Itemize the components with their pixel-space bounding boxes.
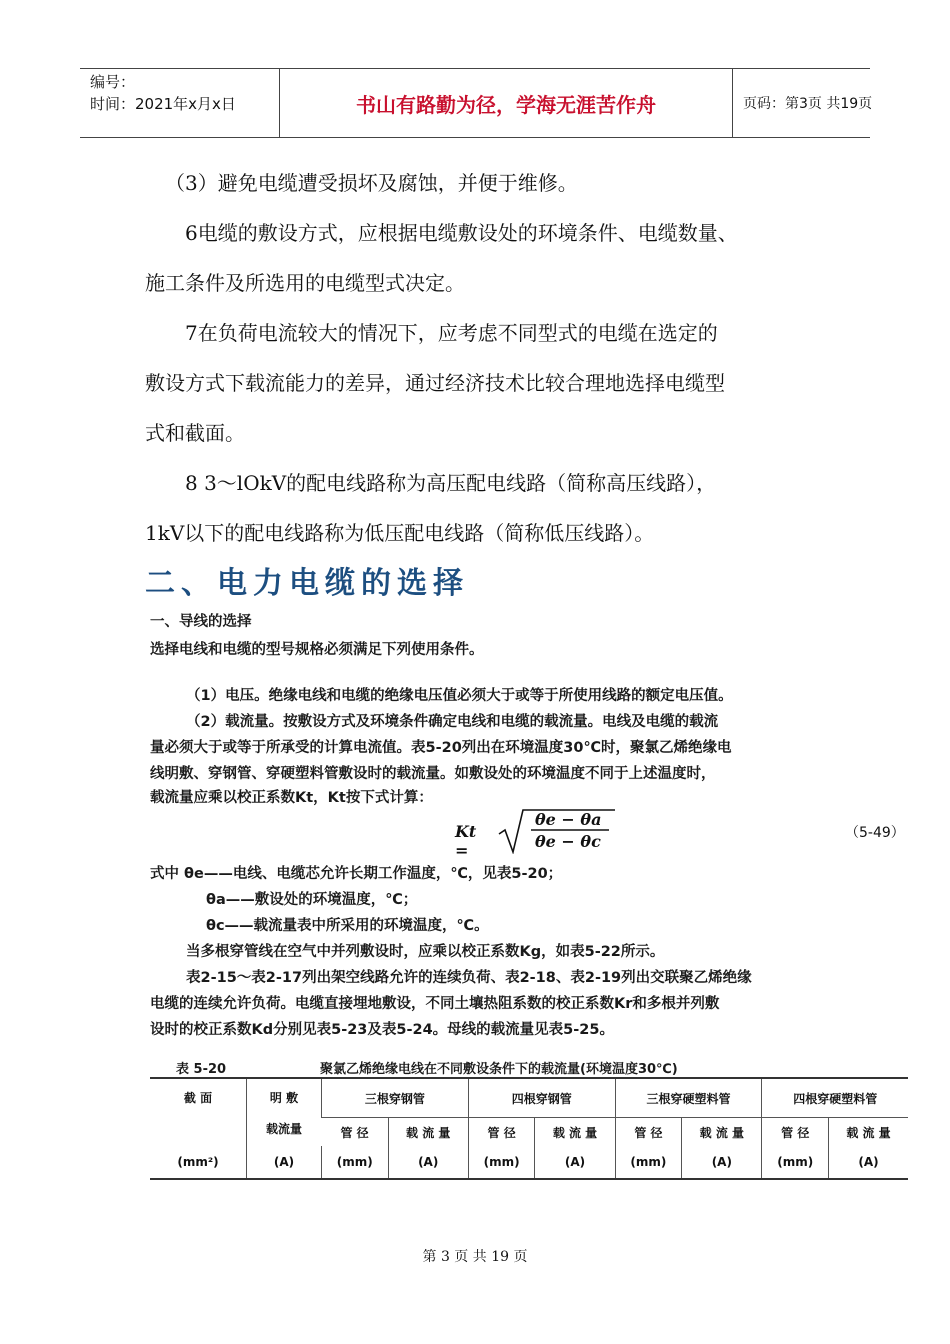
table-subheader-pipe: 管 径 <box>340 1125 369 1140</box>
page-footer: 第 3 页 共 19 页 <box>422 1249 528 1265</box>
table-subheader-pipe: 管 径 <box>762 1118 829 1147</box>
header-meta <box>80 69 280 137</box>
scan-item2-line: 量必须大于或等于所承受的计算电流值。表5-20列出在环境温度30℃时，聚氯乙烯绝缘电 <box>150 740 732 756</box>
paragraph-line: （3）避免电缆遭受损坏及腐蚀，并便于维修。 <box>165 171 578 195</box>
scan-line: 电缆的连续允许负荷。电缆直接埋地敷设，不同土壤热阻系数的校正系数Kr和多根并列敷 <box>150 996 720 1012</box>
table-subheader-amp: 载 流 量 <box>682 1118 762 1147</box>
section-title: 二、电力电缆的选择 <box>145 566 469 601</box>
table-unit-amp: (A) <box>829 1146 908 1179</box>
table-header-open: 明 敷 载流量 <box>247 1078 322 1146</box>
table-unit-pipe: (mm) <box>762 1146 829 1179</box>
table-unit-section: (mm²) <box>150 1146 247 1179</box>
table-unit-pipe: (mm) <box>468 1146 535 1179</box>
table-subheader-pipe: 管 径 <box>468 1118 535 1147</box>
table-unit-open: (A) <box>247 1146 322 1179</box>
table-subheader-amp: 载 流 量 <box>535 1118 615 1147</box>
paragraph-line: 施工条件及所选用的电缆型式决定。 <box>145 271 465 295</box>
scan-item2-line: 线明敷、穿钢管、穿硬塑料管敷设时的载流量。如敷设处的环境温度不同于上述温度时， <box>150 766 716 782</box>
formula-lhs: Kt = <box>455 822 477 860</box>
date-label: 时间：2021年x月x日 <box>90 95 236 113</box>
paragraph-line: 8 3～lOkV的配电线路称为高压配电线路（简称高压线路）， <box>185 471 717 495</box>
ampacity-table <box>150 1077 908 1180</box>
table-unit-amp: (A) <box>388 1146 468 1179</box>
table-unit-pipe: (mm) <box>615 1146 682 1179</box>
table-subheader-amp: 载 流 量 <box>388 1118 468 1147</box>
paragraph-line: 1kV以下的配电线路称为低压配电线路（简称低压线路）。 <box>145 521 655 545</box>
where-line: θc——载流量表中所采用的环境温度，℃。 <box>206 918 489 934</box>
table-group-header: 三根穿钢管 <box>322 1078 469 1118</box>
scan-item1: （1）电压。绝缘电线和电缆的绝缘电压值必须大于或等于所使用线路的额定电压值。 <box>186 688 733 704</box>
table-header-section: 截 面 <box>150 1078 247 1146</box>
scan-item2-line: （2）载流量。按敷设方式及环境条件确定电线和电缆的载流量。电线及电缆的载流 <box>186 714 719 730</box>
table-group-header: 三根穿硬塑料管 <box>615 1078 762 1118</box>
number-label: 编号： <box>90 73 136 91</box>
table-unit-amp: (A) <box>682 1146 762 1179</box>
table-number: 表 5-20 <box>176 1062 227 1077</box>
page-header <box>80 68 873 138</box>
formula-denominator: θe − θc <box>535 832 601 851</box>
scan-line: 表2-15～表2-17列出架空线路允许的连续负荷、表2-18、表2-19列出交联聚乙烯绝缘 <box>186 970 752 986</box>
paragraph-line: 6电缆的敷设方式，应根据电缆敷设处的环境条件、电缆数量、 <box>185 221 738 245</box>
scan-subtitle: 一、导线的选择 <box>150 614 252 630</box>
scan-intro: 选择电线和电缆的型号规格必须满足下列使用条件。 <box>150 642 484 658</box>
scan-line: 设时的校正系数Kd分别见表5-23及表5-24。母线的载流量见表5-25。 <box>150 1022 614 1038</box>
table-subheader-amp: 载 流 量 <box>829 1118 908 1147</box>
table-unit-pipe: (mm) <box>322 1146 389 1179</box>
equation-number: （5-49） <box>845 825 905 841</box>
paragraph-line: 7在负荷电流较大的情况下，应考虑不同型式的电缆在选定的 <box>185 321 718 345</box>
paragraph-line: 敷设方式下载流能力的差异，通过经济技术比较合理地选择电缆型 <box>145 371 725 395</box>
formula-numerator: θe − θa <box>535 810 602 829</box>
table-title: 聚氯乙烯绝缘电线在不同敷设条件下的载流量(环境温度30℃) <box>320 1062 678 1077</box>
paragraph-line: 式和截面。 <box>145 421 245 445</box>
table-group-header: 四根穿钢管 <box>468 1078 615 1118</box>
where-line: θa——敷设处的环境温度，℃； <box>206 892 418 908</box>
table-unit-amp: (A) <box>535 1146 615 1179</box>
scan-line: 当多根穿管线在空气中并列敷设时，应乘以校正系数Kg，如表5-22所示。 <box>186 944 665 960</box>
table-group-header: 四根穿硬塑料管 <box>762 1078 908 1118</box>
header-motto: 书山有路勤为径，学海无涯苦作舟 <box>280 69 733 137</box>
scan-item2-line: 载流量应乘以校正系数Kt，Kt按下式计算： <box>150 790 433 806</box>
header-page-label: 页码：第3页 共19页 <box>743 96 873 112</box>
where-line: 式中 θe——电线、电缆芯允许长期工作温度，℃，见表5-20； <box>150 866 563 882</box>
table-subheader-pipe: 管 径 <box>615 1118 682 1147</box>
